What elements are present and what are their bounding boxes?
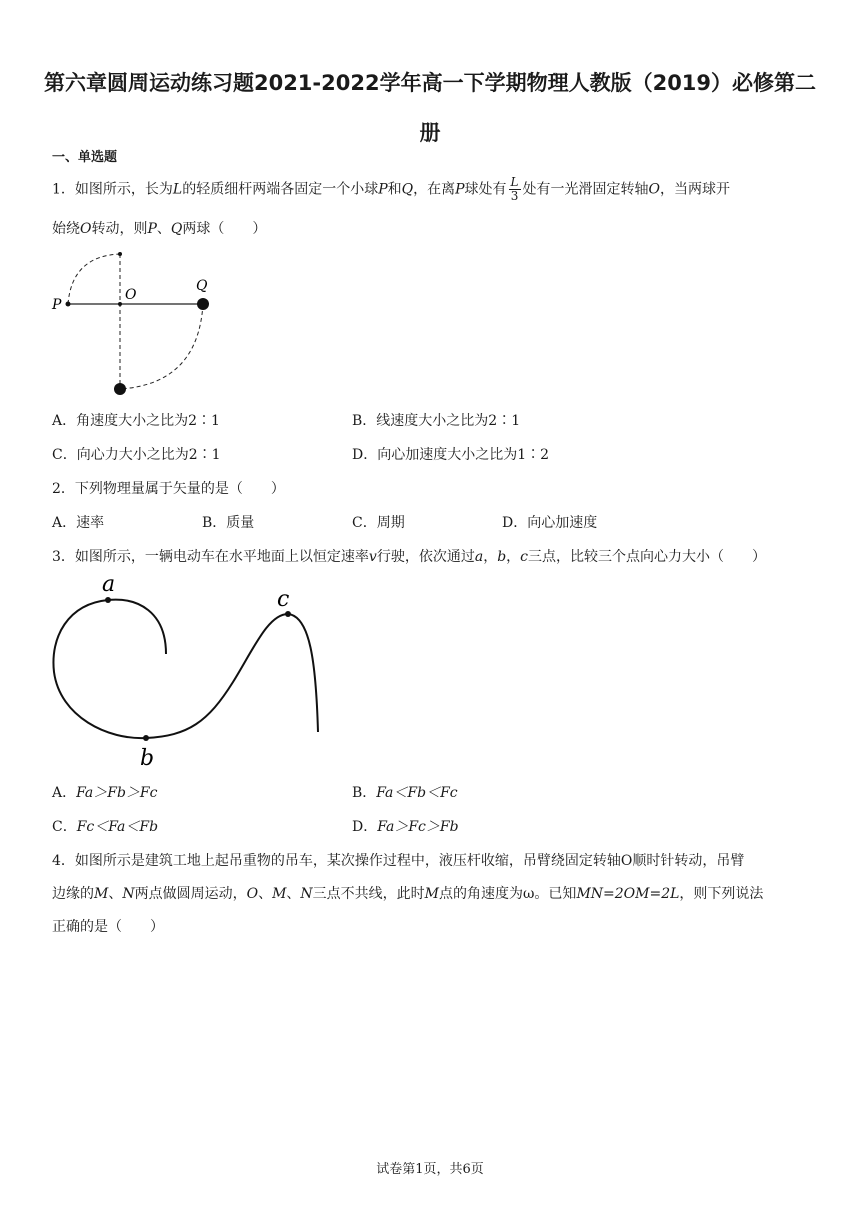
q1-label-P: P [52,297,62,313]
q3-point-a [105,597,111,603]
q3-label-a: a [102,572,116,597]
q2-option-a[interactable]: A．速率 [52,515,105,531]
q1-stem-line1: 1．如图所示，长为L的轻质细杆两端各固定一个小球P和Q，在离P球处有 $\frac{L}{3}$ 处有一光滑固定转轴O，当两球开 [52,175,730,203]
q1-label-Q: Q [196,278,208,294]
q1-pivot-O [118,302,122,306]
q4-stem-line2: 边缘的M、N两点做圆周运动，O、M、N三点不共线，此时M点的角速度为ω。已知MN=2OM=2L，则下列说法 [52,886,764,902]
page-footer: 试卷第1页，共6页 [376,1162,484,1177]
q2-stem: 2．下列物理量属于矢量的是（ ） [52,481,285,497]
q3-path-figure [48,572,338,772]
q1-option-b[interactable]: B．线速度大小之比为2∶1 [352,413,521,429]
q1-top-point [118,252,122,256]
q1-ball-Q [197,298,209,310]
q1-label-O: O [125,287,137,303]
q3-stem: 3．如图所示，一辆电动车在水平地面上以恒定速率v行驶，依次通过a，b，c三点，比较三个点向心力大小（ ） [52,549,766,565]
q1-ball-bottom [114,383,126,395]
q3-point-b [143,735,149,741]
q3-label-b: b [140,746,155,771]
q1-option-c[interactable]: C．向心力大小之比为2∶1 [52,447,221,463]
q3-option-a[interactable]: A．Fa＞Fb＞Fc [52,785,158,801]
fraction-L-over-3: $\frac{L}{3}$ [510,175,519,203]
q2-option-c[interactable]: C．周期 [352,515,405,531]
section-heading: 一、单选题 [52,150,118,165]
q1-rod-rotation-figure [48,244,228,404]
q3-option-d[interactable]: D．Fa＞Fc＞Fb [352,819,459,835]
q3-option-c[interactable]: C．Fc＜Fa＜Fb [52,819,159,835]
q3-track-curve [53,600,318,738]
q2-option-b[interactable]: B．质量 [202,515,255,531]
q1-dashed-arc-Q [120,304,203,389]
q1-option-d[interactable]: D．向心加速度大小之比为1∶2 [352,447,550,463]
q1-stem-line2: 始绕O转动，则P、Q两球（ ） [52,221,267,237]
q1-option-a[interactable]: A．角速度大小之比为2∶1 [52,413,220,429]
q4-stem-line1: 4．如图所示是建筑工地上起吊重物的吊车，某次操作过程中，液压杆收缩，吊臂绕固定转轴O顺时针转动，吊臂 [52,853,745,869]
page-title: 第六章圆周运动练习题2021-2022学年高一下学期物理人教版（2019）必修第二册 [43,71,817,145]
q1-dashed-arc-P [68,254,120,304]
q3-label-c: c [277,587,290,612]
q3-option-b[interactable]: B．Fa＜Fb＜Fc [352,785,458,801]
q1-ball-P [66,302,71,307]
q4-stem-line3: 正确的是（ ） [52,919,164,935]
q2-option-d[interactable]: D．向心加速度 [502,515,598,531]
